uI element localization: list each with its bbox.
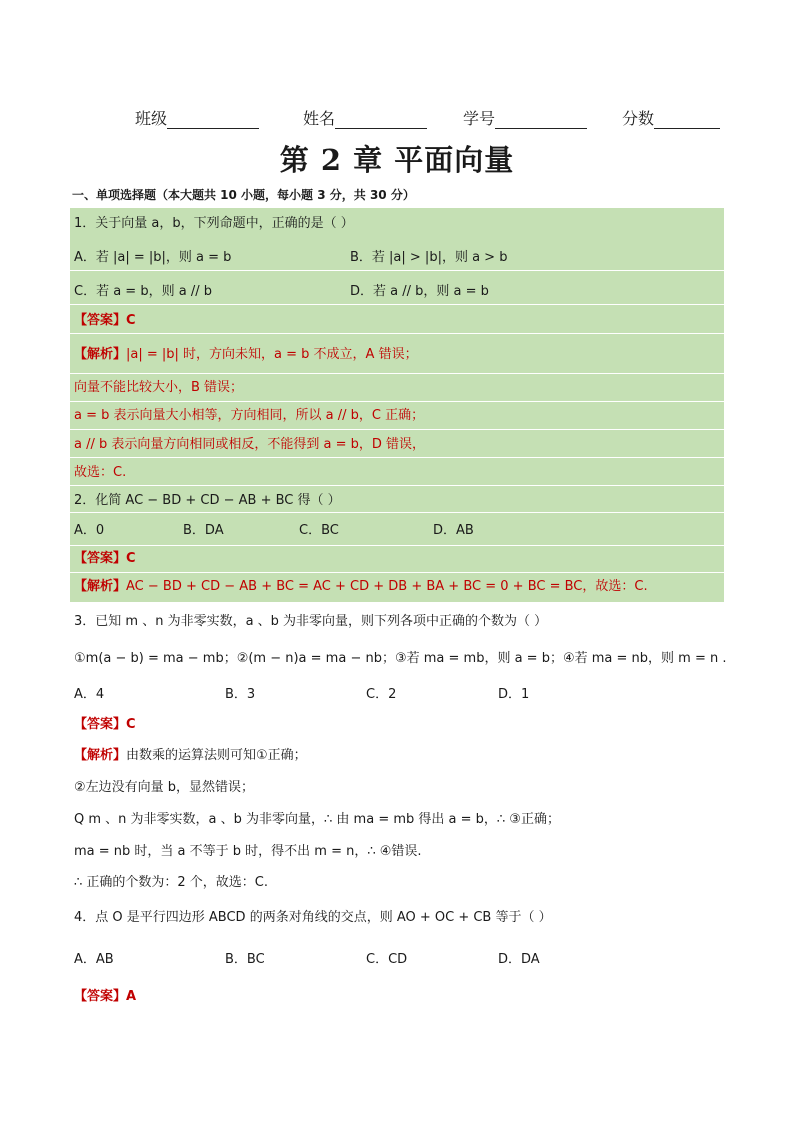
q2-answer bbox=[74, 547, 136, 566]
answer-tag: 【答案】 bbox=[74, 717, 127, 732]
q2-option-c: C．BC bbox=[299, 523, 339, 538]
score-field bbox=[622, 106, 720, 129]
answer-value: C bbox=[126, 717, 136, 732]
name-label: 姓名 bbox=[303, 109, 336, 128]
score-label: 分数 bbox=[622, 109, 655, 128]
answer-tag: 【答案】 bbox=[74, 989, 127, 1004]
q3-analysis-5: ∴ 正确的个数为：2 个，故选：C. bbox=[74, 875, 269, 890]
q3-option-d: D．1 bbox=[498, 687, 530, 702]
q3-analysis-2: ②左边没有向量 b，显然错误； bbox=[74, 780, 255, 795]
analysis-text: 由数乘的运算法则可知①正确； bbox=[126, 748, 307, 763]
class-field bbox=[135, 106, 259, 129]
section-heading: 一、单项选择题（本大题共 10 小题，每小题 3 分，共 30 分） bbox=[72, 188, 415, 202]
answer-value: C bbox=[126, 313, 136, 328]
q2-analysis-1 bbox=[74, 575, 648, 594]
q1-stem: 1．关于向量 a，b，下列命题中，正确的是（ ） bbox=[74, 216, 354, 231]
analysis-tag: 【解析】 bbox=[74, 748, 127, 763]
name-field bbox=[303, 106, 427, 129]
q4-stem: 4．点 O 是平行四边形 ABCD 的两条对角线的交点，则 AO + OC + CB 等于（ ） bbox=[74, 910, 552, 925]
q3-option-b: B．3 bbox=[225, 687, 256, 702]
q1-option-c: C．若 a = b，则 a // b bbox=[74, 284, 212, 299]
q1-option-b: B．若 |a| > |b|，则 a > b bbox=[350, 250, 508, 265]
q3-analysis-1 bbox=[74, 744, 307, 763]
q4-option-b: B．BC bbox=[225, 952, 265, 967]
answer-tag: 【答案】 bbox=[74, 313, 127, 328]
q3-analysis-4: ma = nb 时，当 a 不等于 b 时，得不出 m = n，∴ ④错误. bbox=[74, 844, 422, 859]
q2-option-d: D．AB bbox=[433, 523, 474, 538]
answer-value: C bbox=[126, 551, 136, 566]
score-blank bbox=[654, 112, 720, 129]
q3-option-c: C．2 bbox=[366, 687, 397, 702]
q3-items: ①m(a − b) = ma − mb；②(m − n)a = ma − nb；③若 ma = mb，则 a = b；④若 ma = nb，则 m = n . bbox=[74, 651, 727, 666]
q3-stem: 3．已知 m 、n 为非零实数，a 、b 为非零向量，则下列各项中正确的个数为（ ） bbox=[74, 614, 548, 629]
q3-option-a: A．4 bbox=[74, 687, 105, 702]
q1-analysis-3: a = b 表示向量大小相等，方向相同，所以 a // b，C 正确； bbox=[74, 408, 425, 423]
id-label: 学号 bbox=[463, 109, 496, 128]
q3-answer bbox=[74, 713, 136, 732]
answer-tag: 【答案】 bbox=[74, 551, 127, 566]
q1-analysis-1 bbox=[74, 343, 418, 362]
analysis-text: AC − BD + CD − AB + BC = AC + CD + DB + BA + BC = 0 + BC = BC，故选：C. bbox=[126, 579, 648, 594]
q1-analysis-2: 向量不能比较大小，B 错误； bbox=[74, 380, 244, 395]
q4-option-c: C．CD bbox=[366, 952, 408, 967]
q4-option-a: A．AB bbox=[74, 952, 114, 967]
analysis-tag: 【解析】 bbox=[74, 579, 127, 594]
name-blank bbox=[335, 112, 427, 129]
q1-analysis-5: 故选：C. bbox=[74, 465, 127, 480]
page-title: 第 2 章 平面向量 bbox=[279, 143, 515, 177]
q3-analysis-3: Q m 、n 为非零实数，a 、b 为非零向量，∴ 由 ma = mb 得出 a = b，∴ ③正确； bbox=[74, 812, 560, 827]
q4-answer bbox=[74, 985, 136, 1004]
q1-analysis-4: a // b 表示向量方向相同或相反，不能得到 a = b，D 错误， bbox=[74, 437, 426, 452]
q1-option-d: D．若 a // b，则 a = b bbox=[350, 284, 489, 299]
answer-value: A bbox=[126, 989, 137, 1004]
id-blank bbox=[495, 112, 587, 129]
q2-option-a: A．0 bbox=[74, 523, 105, 538]
q1-option-a: A．若 |a| = |b|，则 a = b bbox=[74, 250, 232, 265]
q2-option-b: B．DA bbox=[183, 523, 224, 538]
analysis-text: |a| = |b| 时，方向未知，a = b 不成立，A 错误； bbox=[126, 347, 418, 362]
q1-answer bbox=[74, 309, 136, 328]
analysis-tag: 【解析】 bbox=[74, 347, 127, 362]
class-label: 班级 bbox=[135, 109, 168, 128]
q4-option-d: D．DA bbox=[498, 952, 540, 967]
id-field bbox=[463, 106, 587, 129]
q2-stem: 2．化简 AC − BD + CD − AB + BC 得（ ） bbox=[74, 493, 341, 508]
class-blank bbox=[167, 112, 259, 129]
